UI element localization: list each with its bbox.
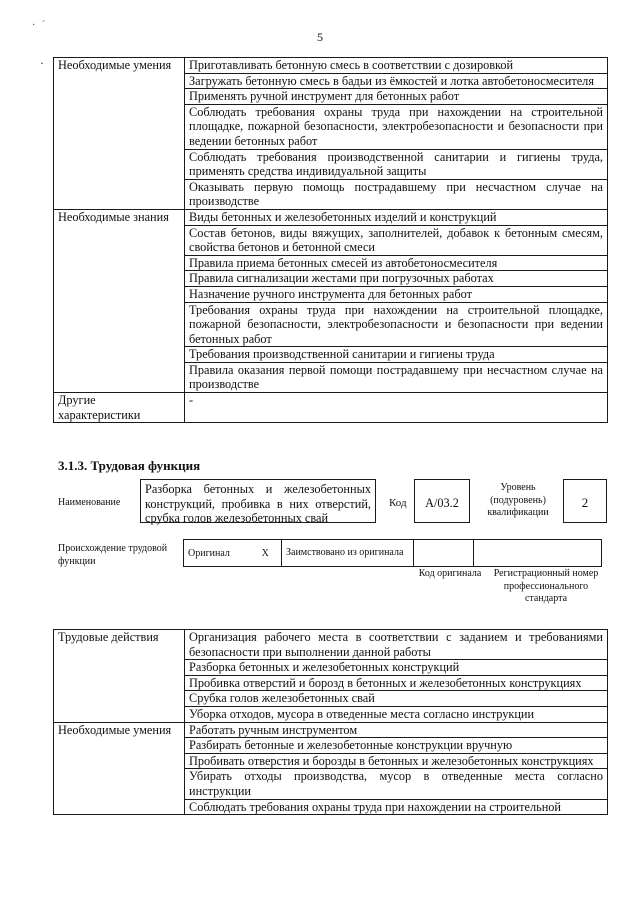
list-item: Организация рабочего места в соответствии с заданием и требованиями безопасности при выполнении данной работы — [185, 630, 608, 660]
list-item: Разбирать бетонные и железобетонные конструкции вручную — [185, 738, 608, 754]
list-item: Соблюдать требования охраны труда при нахождении на строительной — [185, 799, 608, 815]
origin-code-label: Код оригинала — [418, 568, 482, 579]
margin-dot: · — [40, 56, 44, 70]
name-label: Наименование — [58, 497, 121, 508]
code-box: А/03.2 — [414, 479, 470, 523]
list-item: Работать ручным инструментом — [185, 722, 608, 738]
level-label: Уровень (подуровень) квалификации — [487, 482, 549, 518]
list-item: - — [185, 393, 608, 423]
table-row — [54, 209, 608, 225]
table-row — [54, 722, 608, 738]
row-label-other: Другие характеристики — [54, 393, 185, 423]
list-item: Уборка отходов, мусора в отведенные места согласно инструкции — [185, 706, 608, 722]
list-item: Пробивка отверстий и борозд в бетонных и железобетонных конструкциях — [185, 675, 608, 691]
list-item: Соблюдать требования охраны труда при нахождении на строительной площадке, пожарной безопасности, электробезопасности и безопасности при ведении бетонных работ — [185, 104, 608, 149]
list-item: Приготавливать бетонную смесь в соответствии с дозировкой — [185, 58, 608, 74]
list-item: Назначение ручного инструмента для бетонных работ — [185, 286, 608, 302]
row-label-actions: Трудовые действия — [54, 630, 185, 723]
list-item: Убирать отходы производства, мусор в отведенные места согласно инструкции — [185, 769, 608, 799]
origin-reg-cell — [474, 540, 602, 567]
origin-label: Происхождение трудовой функции — [58, 543, 168, 567]
list-item: Оказывать первую помощь пострадавшему при несчастном случае на производстве — [185, 179, 608, 209]
list-item: Правила приема бетонных смесей из автобетоносмесителя — [185, 255, 608, 271]
list-item: Требования производственной санитарии и гигиены труда — [185, 347, 608, 363]
origin-original-cell: Оригинал — [184, 540, 250, 567]
list-item: Виды бетонных и железобетонных изделий и конструкций — [185, 209, 608, 225]
row-label-skills: Необходимые умения — [54, 58, 185, 210]
list-item: Пробивать отверстия и борозды в бетонных и железобетонных конструкциях — [185, 753, 608, 769]
function-name-box: Разборка бетонных и железобетонных конструкций, пробивка в них отверстий, срубка голов железобетонных свай — [140, 479, 376, 523]
origin-table — [183, 539, 602, 567]
table-row — [54, 58, 608, 74]
list-item: Загружать бетонную смесь в бадьи из ёмкостей и лотка автобетоносмесителя — [185, 73, 608, 89]
origin-code-cell — [414, 540, 474, 567]
table-row — [54, 630, 608, 660]
origin-borrowed-cell: Заимствовано из оригинала — [282, 540, 414, 567]
table-function — [53, 629, 608, 815]
list-item: Состав бетонов, виды вяжущих, заполнителей, добавок к бетонным смесям, свойства бетонов и бетонной смеси — [185, 225, 608, 255]
origin-mark: X — [250, 540, 282, 567]
list-item: Требования охраны труда при нахождении на строительной площадке, пожарной безопасности, электробезопасности и безопасности при ведении бетонных работ — [185, 302, 608, 347]
list-item: Срубка голов железобетонных свай — [185, 691, 608, 707]
row-label-skills: Необходимые умения — [54, 722, 185, 815]
code-label: Код — [389, 497, 407, 509]
table-row — [184, 540, 602, 567]
list-item: Правила сигнализации жестами при погрузочных работах — [185, 271, 608, 287]
list-item: Применять ручной инструмент для бетонных работ — [185, 89, 608, 105]
page-number: 5 — [317, 30, 323, 44]
scan-mark: · ˊ — [32, 20, 48, 31]
table-continuation — [53, 57, 608, 423]
section-title: 3.1.3. Трудовая функция — [58, 458, 201, 473]
list-item: Правила оказания первой помощи пострадавшему при несчастном случае на производстве — [185, 362, 608, 392]
table-row — [54, 393, 608, 423]
list-item: Соблюдать требования производственной санитарии и гигиены труда, применять средства индивидуальной защиты — [185, 149, 608, 179]
row-label-knowledge: Необходимые знания — [54, 209, 185, 392]
level-box: 2 — [563, 479, 607, 523]
origin-reg-label: Регистрационный номер профессионального стандарта — [493, 568, 599, 604]
list-item: Разборка бетонных и железобетонных конструкций — [185, 660, 608, 676]
